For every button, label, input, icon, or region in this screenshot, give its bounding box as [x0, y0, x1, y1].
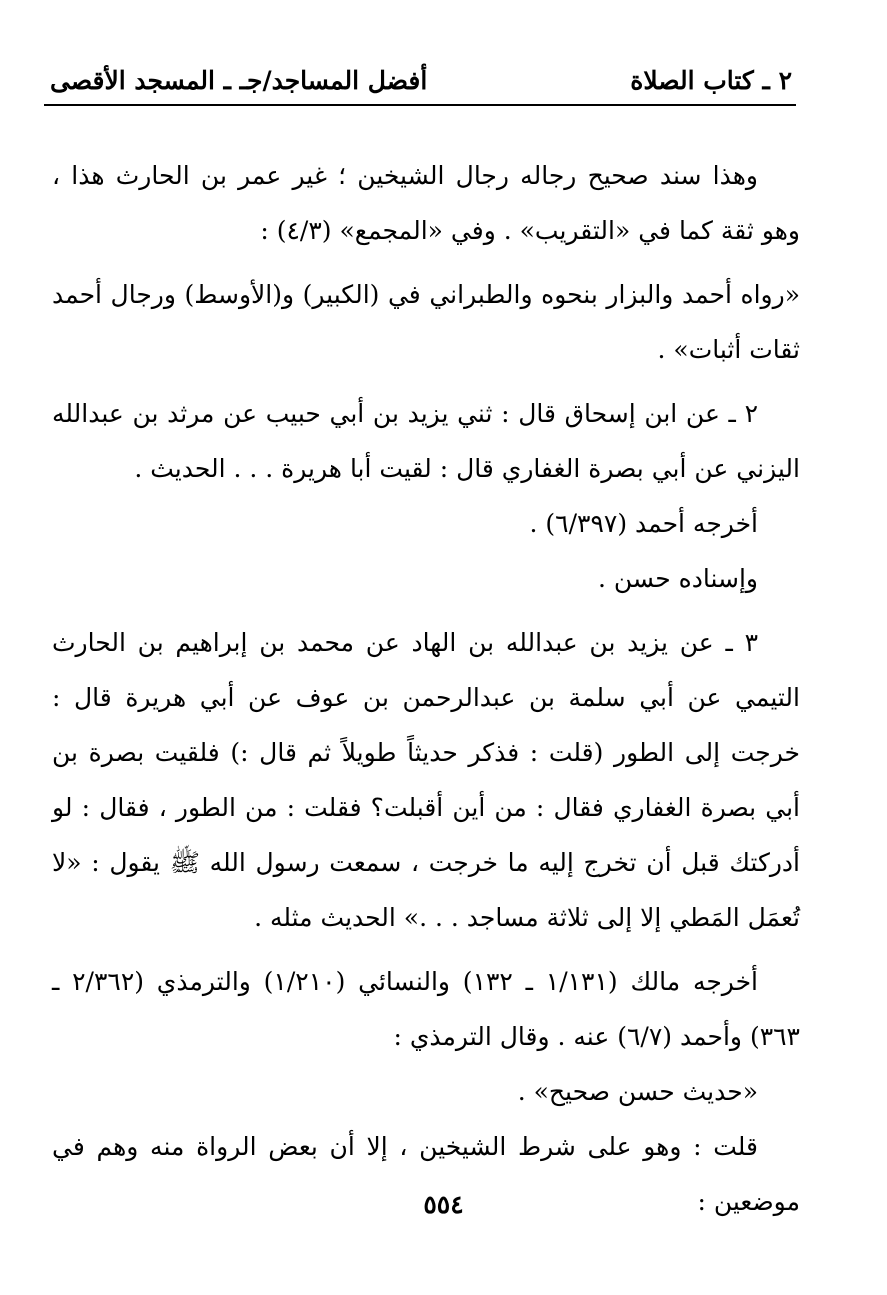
paragraph: قلت : وهو على شرط الشيخين ، إلا أن بعض الرواة منه وهم في موضعين : — [52, 1132, 800, 1216]
paragraph: وهذا سند صحيح رجاله رجال الشيخين ؛ غير عمر بن الحارث هذا ، وهو ثقة كما في «التقريب» . وفي «المجمع» (٤/٣) : — [52, 161, 800, 245]
paragraph: وإسناده حسن . — [598, 564, 758, 593]
quote-paragraph: «حديث حسن صحيح» . — [517, 1077, 758, 1106]
paragraph: أخرجه أحمد (٦/٣٩٧) . — [529, 509, 758, 538]
hadith-paragraph: ٢ ـ عن ابن إسحاق قال : ثني يزيد بن أبي حبيب عن مرثد بن عبدالله اليزني عن أبي بصرة الغفاري قال : لقيت أبا هريرة . . . الحديث . — [52, 399, 800, 483]
section-title: أفضل المساجد/جـ ـ المسجد الأقصى — [50, 65, 428, 95]
hadith-paragraph: ٣ ـ عن يزيد بن عبدالله بن الهاد عن محمد بن إبراهيم بن الحارث التيمي عن أبي سلمة بن عبدالرحمن بن عوف عن أبي هريرة قال : خرجت إلى الطور (قلت : فذكر حديثاً طويلاً ثم قال :) فلقيت بصرة بن أبي بصرة الغفاري فقال : من أين أقبلت؟ فقلت : من الطور ، فقال : لو أدركتك قبل أن تخرج إليه ما خرجت ، سمعت رسول الله ﷺ يقول : «لا تُعمَل المَطي إلا إلى ثلاثة مساجد . . .» الحديث مثله . — [52, 628, 800, 932]
page-number: ٥٥٤ — [423, 1190, 464, 1219]
paragraph: أخرجه مالك (١/١٣١ ـ ١٣٢) والنسائي (١/٢١٠) والترمذي (٢/٣٦٢ ـ ٣٦٣) وأحمد (٦/٧) عنه . وقال الترمذي : — [52, 967, 800, 1051]
quote-paragraph: «رواه أحمد والبزار بنحوه والطبراني في (الكبير) و(الأوسط) ورجال أحمد ثقات أثبات» . — [52, 280, 800, 364]
running-header — [50, 62, 792, 98]
page-body — [52, 148, 800, 1229]
header-rule — [44, 104, 796, 106]
chapter-title: ٢ ـ كتاب الصلاة — [630, 65, 792, 95]
